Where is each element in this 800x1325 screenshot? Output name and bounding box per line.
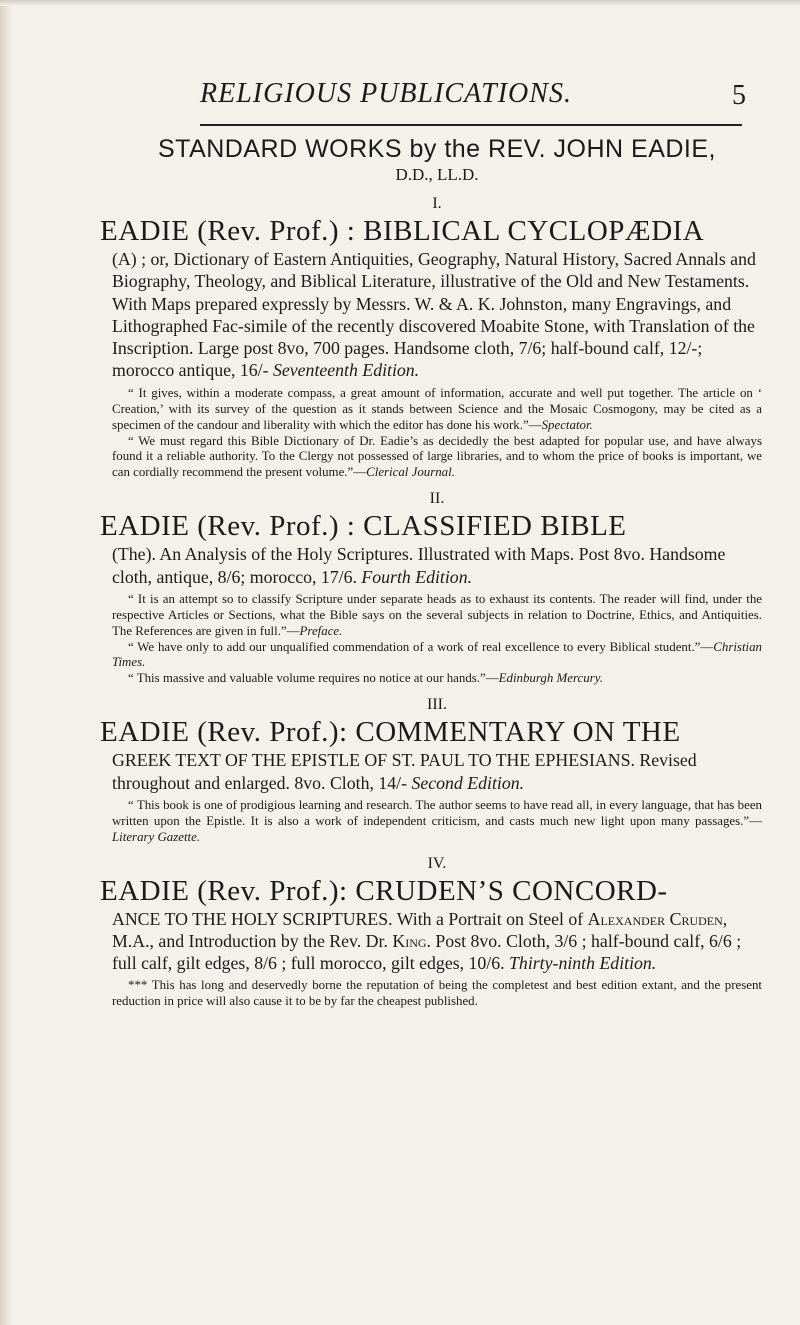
review-text: “ It is an attempt so to classify Scripture under separate heads as to exhaust its contents. The reader will find, under the respective Articles or Sections, what the Bible says on the several subjects in relation to Doctrine, Ethics, and Antiquities. The References are given in full.”—	[112, 591, 762, 638]
catalogue-entry	[100, 695, 762, 845]
entry-numeral: III.	[427, 696, 447, 714]
review-text: “ It gives, within a moderate compass, a great amount of information, accurate and well put together. The article on ‘ Creation,’ with its survey of the question as it stands between Science and the Mosaic Cosmogony, may be cited as a specimen of the candour and liberality with which the editor has done his work.”—	[112, 385, 762, 432]
entry-description	[112, 248, 762, 382]
entry-numeral: I.	[432, 195, 442, 212]
entry-numeral: II.	[429, 490, 445, 508]
description-text: GREEK TEXT OF THE EPISTLE OF ST. PAUL TO THE EPHESIANS. Revised throughout and enlarged. 8vo. Cloth, 14/-	[112, 750, 697, 793]
review-quote	[112, 671, 762, 687]
page-number: 5	[732, 80, 746, 111]
entry-description	[112, 908, 762, 975]
entry-numeral: IV.	[427, 854, 447, 872]
description-text: (The). An Analysis of the Holy Scriptures. Illustrated with Maps. Post 8vo. Handsome cloth, antique, 8/6; morocco, 17/6.	[112, 544, 726, 587]
review-text: “ We have only to add our unqualified commendation of a work of real excellence to every Biblical student.”—	[128, 639, 714, 654]
series-title: STANDARD WORKS by the REV. JOHN EADIE,	[157, 135, 716, 163]
author-name: Alexander Cruden	[587, 908, 723, 929]
entry-heading: EADIE (Rev. Prof.): CRUDEN’S CONCORD-	[100, 874, 668, 907]
review-source: Clerical Journal.	[366, 465, 455, 480]
review-source: Christian Times.	[112, 639, 762, 670]
entry-description	[112, 749, 762, 794]
review-source: Preface.	[299, 623, 343, 638]
catalogue-entry	[100, 854, 762, 1011]
review-text: “ This book is one of prodigious learning and research. The author seems to have read all, in every language, that has been written upon the Epistle. It is also a work of independent criticism, and casts much new light upon many passages.”—	[112, 797, 762, 828]
header-rule	[200, 124, 742, 126]
review-quote	[112, 386, 762, 434]
catalogue-entry	[100, 489, 762, 687]
description-text: ANCE TO THE HOLY SCRIPTURES. With a Portrait on Steel of	[112, 908, 584, 929]
edition-label: Seventeenth Edition.	[272, 360, 420, 381]
review-quote	[112, 434, 762, 482]
description-text: . Post 8vo. Cloth, 3/6 ; half-bound calf, 6/6 ; full calf, gilt edges, 8/6 ; full morocco, gilt edges, 10/6.	[112, 930, 742, 974]
review-source: Edinburgh Mercury.	[498, 671, 603, 686]
catalogue-entry	[100, 194, 762, 481]
review-text: “ We must regard this Bible Dictionary of Dr. Eadie’s as decidedly the best adapted for popular use, and have always found it a reliable authority. To the Clergy not possessed of large libraries, and to whom the price of books is important, we can cordially recommend the present volume.”—	[112, 433, 762, 480]
series-degrees: D.D., LL.D.	[395, 165, 479, 184]
entry-heading: EADIE (Rev. Prof.) : BIBLICAL CYCLOPÆDIA	[100, 215, 705, 247]
review-text: “ This massive and valuable volume requires no notice at our hands.”—	[128, 671, 499, 686]
review-quote	[112, 798, 762, 846]
description-text: (A) ; or, Dictionary of Eastern Antiquities, Geography, Natural History, Sacred Annals and Biography, Theology, and Biblical Literature, illustrative of the Old and New Testaments. With Maps prepared expressly by Messrs. W. & A. K. Johnston, many Engravings, and Lithographed Fac-simile of the recently discovered Moabite Stone, with Translation of the Inscription. Large post 8vo, 700 pages. Handsome cloth, 7/6; half-bound calf, 12/-; morocco antique, 16/-	[112, 249, 756, 381]
review-source: Literary Gazette.	[112, 829, 201, 844]
review-quote	[112, 640, 762, 672]
catalogue-content	[100, 134, 762, 1010]
running-head: RELIGIOUS PUBLICATIONS.	[200, 78, 572, 109]
entry-heading: EADIE (Rev. Prof.) : CLASSIFIED BIBLE	[100, 510, 627, 543]
page-top-shadow	[0, 0, 800, 6]
review-source: Spectator.	[541, 417, 593, 432]
review-quote	[112, 592, 762, 640]
entry-description	[112, 543, 762, 588]
author-name: King	[392, 930, 427, 951]
entry-heading: EADIE (Rev. Prof.): COMMENTARY ON THE	[100, 716, 681, 749]
edition-label: Thirty-ninth Edition.	[509, 953, 657, 974]
edition-label: Second Edition.	[411, 772, 525, 793]
page-edge-shadow	[0, 0, 14, 1325]
publisher-note: *** This has long and deservedly borne the reputation of being the completest and best edition extant, and the present reduction in price will also cause it to be by far the cheapest published.	[112, 978, 762, 1009]
edition-label: Fourth Edition.	[361, 566, 473, 587]
description-text: , M.A., and Introduction by the Rev. Dr.	[112, 908, 728, 951]
